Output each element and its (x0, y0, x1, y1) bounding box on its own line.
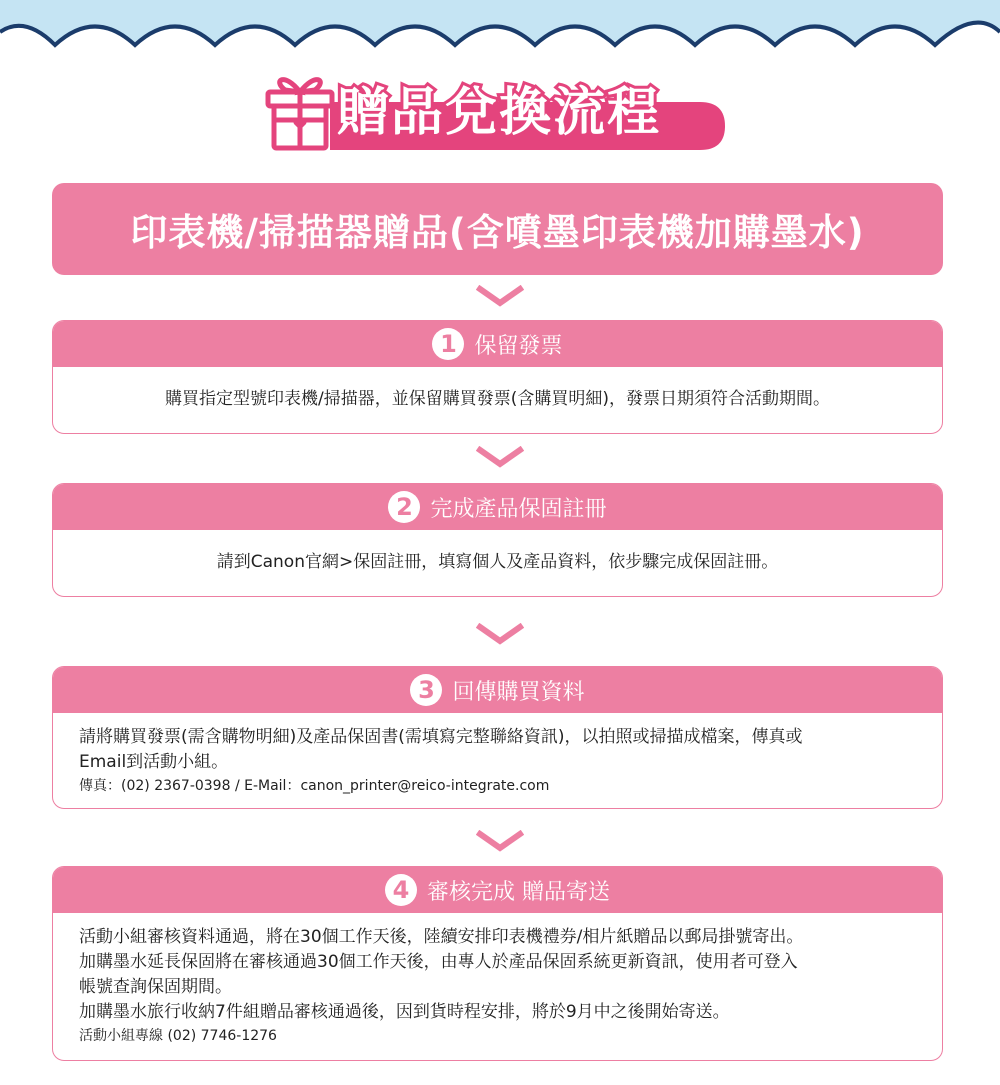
step-4-title: 審核完成 贈品寄送 (427, 879, 610, 905)
step-1-card (52, 320, 943, 434)
step-4-text-line-3: 帳號查詢保固期間。 (79, 977, 232, 997)
step-3-body (53, 713, 942, 809)
gift-icon (268, 80, 332, 148)
step-4-contact: 活動小組專線 (02) 7746-1276 (79, 1028, 277, 1044)
chevron-down-icon (476, 446, 524, 470)
title-section (0, 70, 1000, 160)
step-2-title: 完成產品保固註冊 (430, 496, 607, 522)
main-category-label: 印表機/掃描器贈品(含噴墨印表機加購墨水) (130, 211, 865, 254)
step-3-title: 回傳購買資料 (452, 679, 585, 705)
top-wave-decoration (0, 0, 1000, 60)
step-2-card (52, 483, 943, 597)
step-4-text-line-1: 活動小組審核資料通過，將在30個工作天後，陸續安排印表機禮券/相片紙贈品以郵局掛號寄出。 (79, 927, 804, 947)
step-3-text-line-2: Email到活動小組。 (79, 752, 229, 772)
step-4-text-line-4: 加購墨水旅行收納7件組贈品審核通過後，因到貨時程安排，將於9月中之後開始寄送。 (79, 1002, 730, 1022)
step-3-number: 3 (410, 674, 442, 706)
chevron-down-icon (476, 830, 524, 854)
step-3-contact: 傳真：(02) 2367-0398 / E-Mail：canon_printer@reico-integrate.com (79, 778, 550, 794)
step-2-header (53, 484, 942, 530)
step-2-body (53, 530, 942, 594)
chevron-down-icon (476, 623, 524, 647)
step-2-number: 2 (388, 491, 420, 523)
step-4-card (52, 866, 943, 1061)
step-3-card (52, 666, 943, 809)
step-1-title: 保留發票 (474, 333, 563, 359)
step-4-number: 4 (385, 874, 417, 906)
step-1-header (53, 321, 942, 367)
step-3-header (53, 667, 942, 713)
step-1-text: 購買指定型號印表機/掃描器，並保留購買發票(含購買明細)，發票日期須符合活動期間。 (165, 388, 830, 409)
step-3-text-line-1: 請將購買發票(需含購物明細)及產品保固書(需填寫完整聯絡資訊)，以拍照或掃描成檔案，傳真或 (79, 727, 803, 747)
step-4-text-line-2: 加購墨水延長保固將在審核通過30個工作天後，由專人於產品保固系統更新資訊，使用者可登入 (79, 952, 798, 972)
step-1-body (53, 367, 942, 431)
chevron-down-icon (476, 285, 524, 309)
step-2-text: 請到Canon官網>保固註冊，填寫個人及產品資料，依步驟完成保固註冊。 (216, 551, 779, 572)
step-4-header (53, 867, 942, 913)
page-title: 贈品兌換流程 (337, 83, 662, 143)
main-category-banner (52, 183, 943, 275)
step-4-body (53, 913, 942, 1059)
step-1-number: 1 (432, 328, 464, 360)
